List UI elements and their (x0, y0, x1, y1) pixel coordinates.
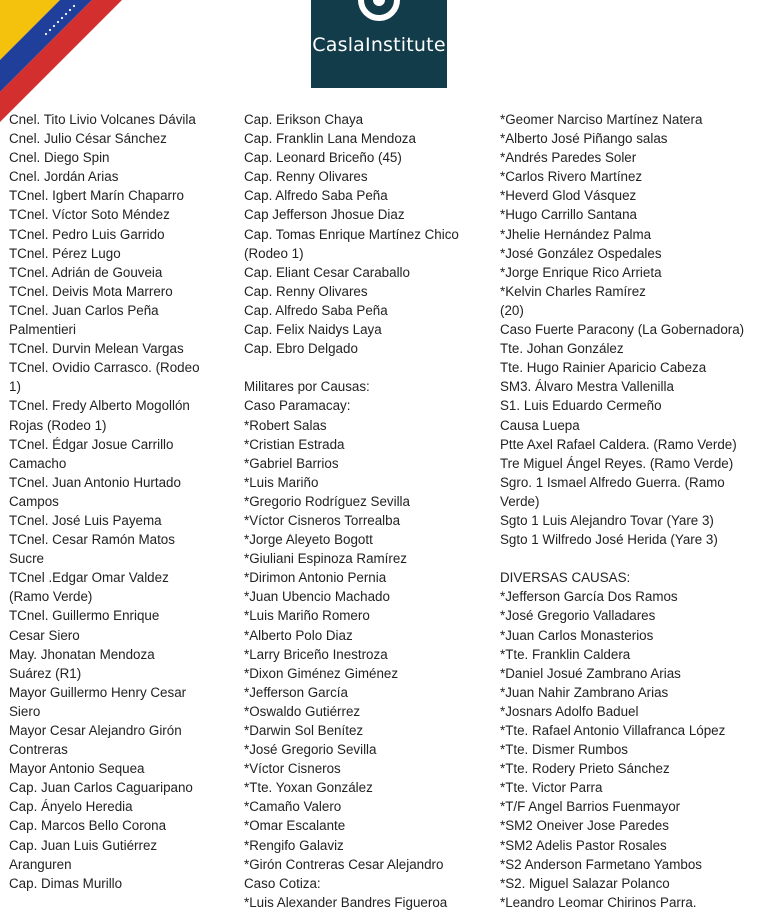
list-line: *José González Ospedales (500, 245, 662, 261)
list-line: Mayor Guillermo Henry Cesar (9, 684, 187, 700)
list-line: Militares por Causas: (244, 379, 370, 395)
list-line: Cap. Alfredo Saba Peña (244, 188, 388, 204)
list-line: *Oswaldo Gutiérrez (244, 703, 361, 719)
list-line: *Kelvin Charles Ramírez (500, 283, 646, 299)
list-line: *Josnars Adolfo Baduel (500, 703, 639, 719)
list-line: *Luis Mariño (244, 474, 319, 490)
list-line: *Camaño Valero (244, 799, 342, 815)
list-line: TCnel. Durvin Melean Vargas (9, 341, 184, 357)
logo-text: CaslaInstitute (312, 34, 446, 56)
list-line: *Carlos Rivero Martínez (500, 169, 643, 185)
list-line: Cap. Ányelo Heredia (9, 799, 133, 815)
list-line: *Juan Carlos Monasterios (500, 627, 654, 643)
list-line: Cap. Eliant Cesar Caraballo (244, 264, 410, 280)
list-line: Cap. Alfredo Saba Peña (244, 302, 388, 318)
list-line: *Andrés Paredes Soler (500, 150, 637, 166)
list-line: Camacho (9, 455, 67, 471)
list-line: Mayor Antonio Sequea (9, 761, 145, 777)
list-line: Cap. Erikson Chaya (244, 112, 364, 127)
list-line: *Juan Ubencio Machado (244, 589, 390, 605)
list-line: *Alberto Polo Diaz (244, 627, 353, 643)
list-line: *Luis Mariño Romero (244, 608, 370, 624)
list-line: S1. Luis Eduardo Cermeño (500, 398, 662, 414)
list-line: TCnel. Cesar Ramón Matos (9, 532, 175, 548)
list-line: (Rodeo 1) (244, 245, 304, 261)
list-line: *Darwin Sol Benítez (244, 723, 364, 738)
list-line: TCnel. Víctor Soto Méndez (9, 207, 170, 223)
list-line: *Geomer Narciso Martínez Natera (500, 112, 703, 127)
names-column-1 (9, 110, 237, 893)
list-line: (20) (500, 302, 524, 318)
list-line: Sucre (9, 551, 44, 567)
list-line: Siero (9, 703, 41, 719)
list-line: Cap. Felix Naidys Laya (244, 322, 382, 338)
names-column-3 (500, 110, 780, 912)
list-line: *Juan Nahir Zambrano Arias (500, 684, 669, 700)
list-line: Suárez (R1) (9, 665, 82, 681)
list-line: Cap. Tomas Enrique Martínez Chico (244, 226, 459, 242)
list-line: *Jefferson García (244, 684, 348, 700)
list-line: *Larry Briceño Inestroza (244, 646, 388, 662)
list-line: TCnel. Juan Carlos Peña (9, 302, 159, 318)
logo-mark-icon (311, 0, 447, 30)
list-line: *Víctor Cisneros (244, 761, 341, 777)
list-line: *S2 Anderson Farmetano Yambos (500, 856, 702, 872)
list-line: Cnel. Jordán Arias (9, 169, 119, 185)
list-line: *T/F Angel Barrios Fuenmayor (500, 799, 681, 815)
list-line: May. Jhonatan Mendoza (9, 646, 155, 662)
list-line: TCnel. Pérez Lugo (9, 245, 121, 261)
list-line: *Tte. Rafael Antonio Villafranca López (500, 723, 726, 738)
list-line: Rojas (Rodeo 1) (9, 417, 107, 433)
list-line: TCnel. Juan Antonio Hurtado (9, 474, 181, 490)
list-line: Cap. Franklin Lana Mendoza (244, 131, 416, 147)
list-line: *S2. Miguel Salazar Polanco (500, 875, 670, 891)
list-line: *Girón Contreras Cesar Alejandro (244, 856, 444, 872)
list-line: *Tte. Dismer Rumbos (500, 742, 628, 758)
list-line: Sgto 1 Luis Alejandro Tovar (Yare 3) (500, 512, 714, 528)
list-line: Cap. Leonard Briceño (45) (244, 150, 402, 166)
list-line: (Ramo Verde) (9, 589, 93, 605)
list-line: Tte. Hugo Rainier Aparicio Cabeza (500, 360, 707, 376)
list-line: Palmentieri (9, 322, 76, 338)
list-line: Caso Fuerte Paracony (La Gobernadora) (500, 322, 745, 338)
list-line: *Omar Escalante (244, 818, 346, 834)
list-line: *Tte. Victor Parra (500, 780, 603, 796)
list-line: TCnel .Edgar Omar Valdez (9, 570, 169, 586)
list-line: Cnel. Julio César Sánchez (9, 131, 167, 147)
list-line: Cap. Juan Luis Gutiérrez (9, 837, 158, 853)
list-line: *Dixon Giménez Giménez (244, 665, 399, 681)
list-line: Cap. Renny Olivares (244, 283, 368, 299)
list-line: Cap. Juan Carlos Caguaripano (9, 780, 193, 796)
list-line: Tte. Johan González (500, 341, 624, 357)
list-line: Cesar Siero (9, 627, 80, 643)
list-line: *Tte. Franklin Caldera (500, 646, 631, 662)
list-line: Cap. Dimas Murillo (9, 875, 123, 891)
list-line: Ptte Axel Rafael Caldera. (Ramo Verde) (500, 436, 737, 452)
list-line: Cap Jefferson Jhosue Diaz (244, 207, 405, 223)
list-line: *Rengifo Galaviz (244, 837, 344, 853)
list-line: *Daniel Josué Zambrano Arias (500, 665, 681, 681)
list-line: *Hugo Carrillo Santana (500, 207, 637, 223)
list-line (244, 358, 494, 377)
list-line: TCnel. Pedro Luis Garrido (9, 226, 165, 242)
list-line: *Jorge Enrique Rico Arrieta (500, 264, 662, 280)
list-line: *Giuliani Espinoza Ramírez (244, 551, 407, 567)
list-line: Sgro. 1 Ismael Alfredo Guerra. (Ramo (500, 474, 725, 490)
list-line: Verde) (500, 493, 540, 509)
list-line: Cap. Ebro Delgado (244, 341, 358, 357)
list-line: *Tte. Yoxan González (244, 780, 373, 796)
names-column-2 (244, 110, 494, 912)
list-line: Tre Miguel Ángel Reyes. (Ramo Verde) (500, 455, 734, 471)
list-line: Caso Paramacay: (244, 398, 351, 414)
list-line: *Cristian Estrada (244, 436, 345, 452)
list-line: Mayor Cesar Alejandro Girón (9, 723, 182, 738)
list-line: *Tte. Rodery Prieto Sánchez (500, 761, 670, 777)
list-line: TCnel. Adrián de Gouveia (9, 264, 163, 280)
list-line: *Luis Alexander Bandres Figueroa (244, 894, 448, 910)
casla-institute-logo (311, 0, 447, 88)
list-line: Cap. Marcos Bello Corona (9, 818, 167, 834)
list-line: *Dirimon Antonio Pernia (244, 570, 387, 586)
list-line: *SM2 Oneiver Jose Paredes (500, 818, 669, 834)
list-line: *Robert Salas (244, 417, 327, 433)
list-line: Cnel. Tito Livio Volcanes Dávila (9, 112, 196, 127)
list-line: DIVERSAS CAUSAS: (500, 570, 631, 586)
list-line: Aranguren (9, 856, 72, 872)
list-line: TCnel. Guillermo Enrique (9, 608, 160, 624)
list-line: TCnel. José Luis Payema (9, 512, 162, 528)
list-line: *José Gregorio Sevilla (244, 742, 377, 758)
list-line: *Gabriel Barrios (244, 455, 339, 471)
list-line: Causa Luepa (500, 417, 580, 433)
list-line: Contreras (9, 742, 68, 758)
list-line: *Jorge Aleyeto Bogott (244, 532, 373, 548)
list-line: TCnel. Édgar Josue Carrillo (9, 436, 174, 452)
list-line: *SM2 Adelis Pastor Rosales (500, 837, 667, 853)
list-line: Sgto 1 Wilfredo José Herida (Yare 3) (500, 532, 718, 548)
list-line: *Heverd Glod Vásquez (500, 188, 637, 204)
list-line: *Gregorio Rodríguez Sevilla (244, 493, 410, 509)
list-line: Cnel. Diego Spin (9, 150, 110, 166)
list-line: *Alberto José Piñango salas (500, 131, 668, 147)
list-line: *Víctor Cisneros Torrealba (244, 512, 401, 528)
list-line: Campos (9, 493, 59, 509)
list-line: TCnel. Deivis Mota Marrero (9, 283, 173, 299)
list-line: TCnel. Igbert Marín Chaparro (9, 188, 184, 204)
list-line (500, 549, 780, 568)
list-line: *Jefferson García Dos Ramos (500, 589, 678, 605)
list-line: Cap. Renny Olivares (244, 169, 368, 185)
list-line: *José Gregorio Valladares (500, 608, 656, 624)
list-line: TCnel. Ovidio Carrasco. (Rodeo (9, 360, 200, 376)
list-line: *Jhelie Hernández Palma (500, 226, 652, 242)
list-line: Caso Cotiza: (244, 875, 321, 891)
list-line: TCnel. Fredy Alberto Mogollón (9, 398, 190, 414)
list-line: 1) (9, 379, 21, 395)
list-line: *Leandro Leomar Chirinos Parra. (500, 894, 697, 910)
list-line: SM3. Álvaro Mestra Vallenilla (500, 379, 674, 395)
